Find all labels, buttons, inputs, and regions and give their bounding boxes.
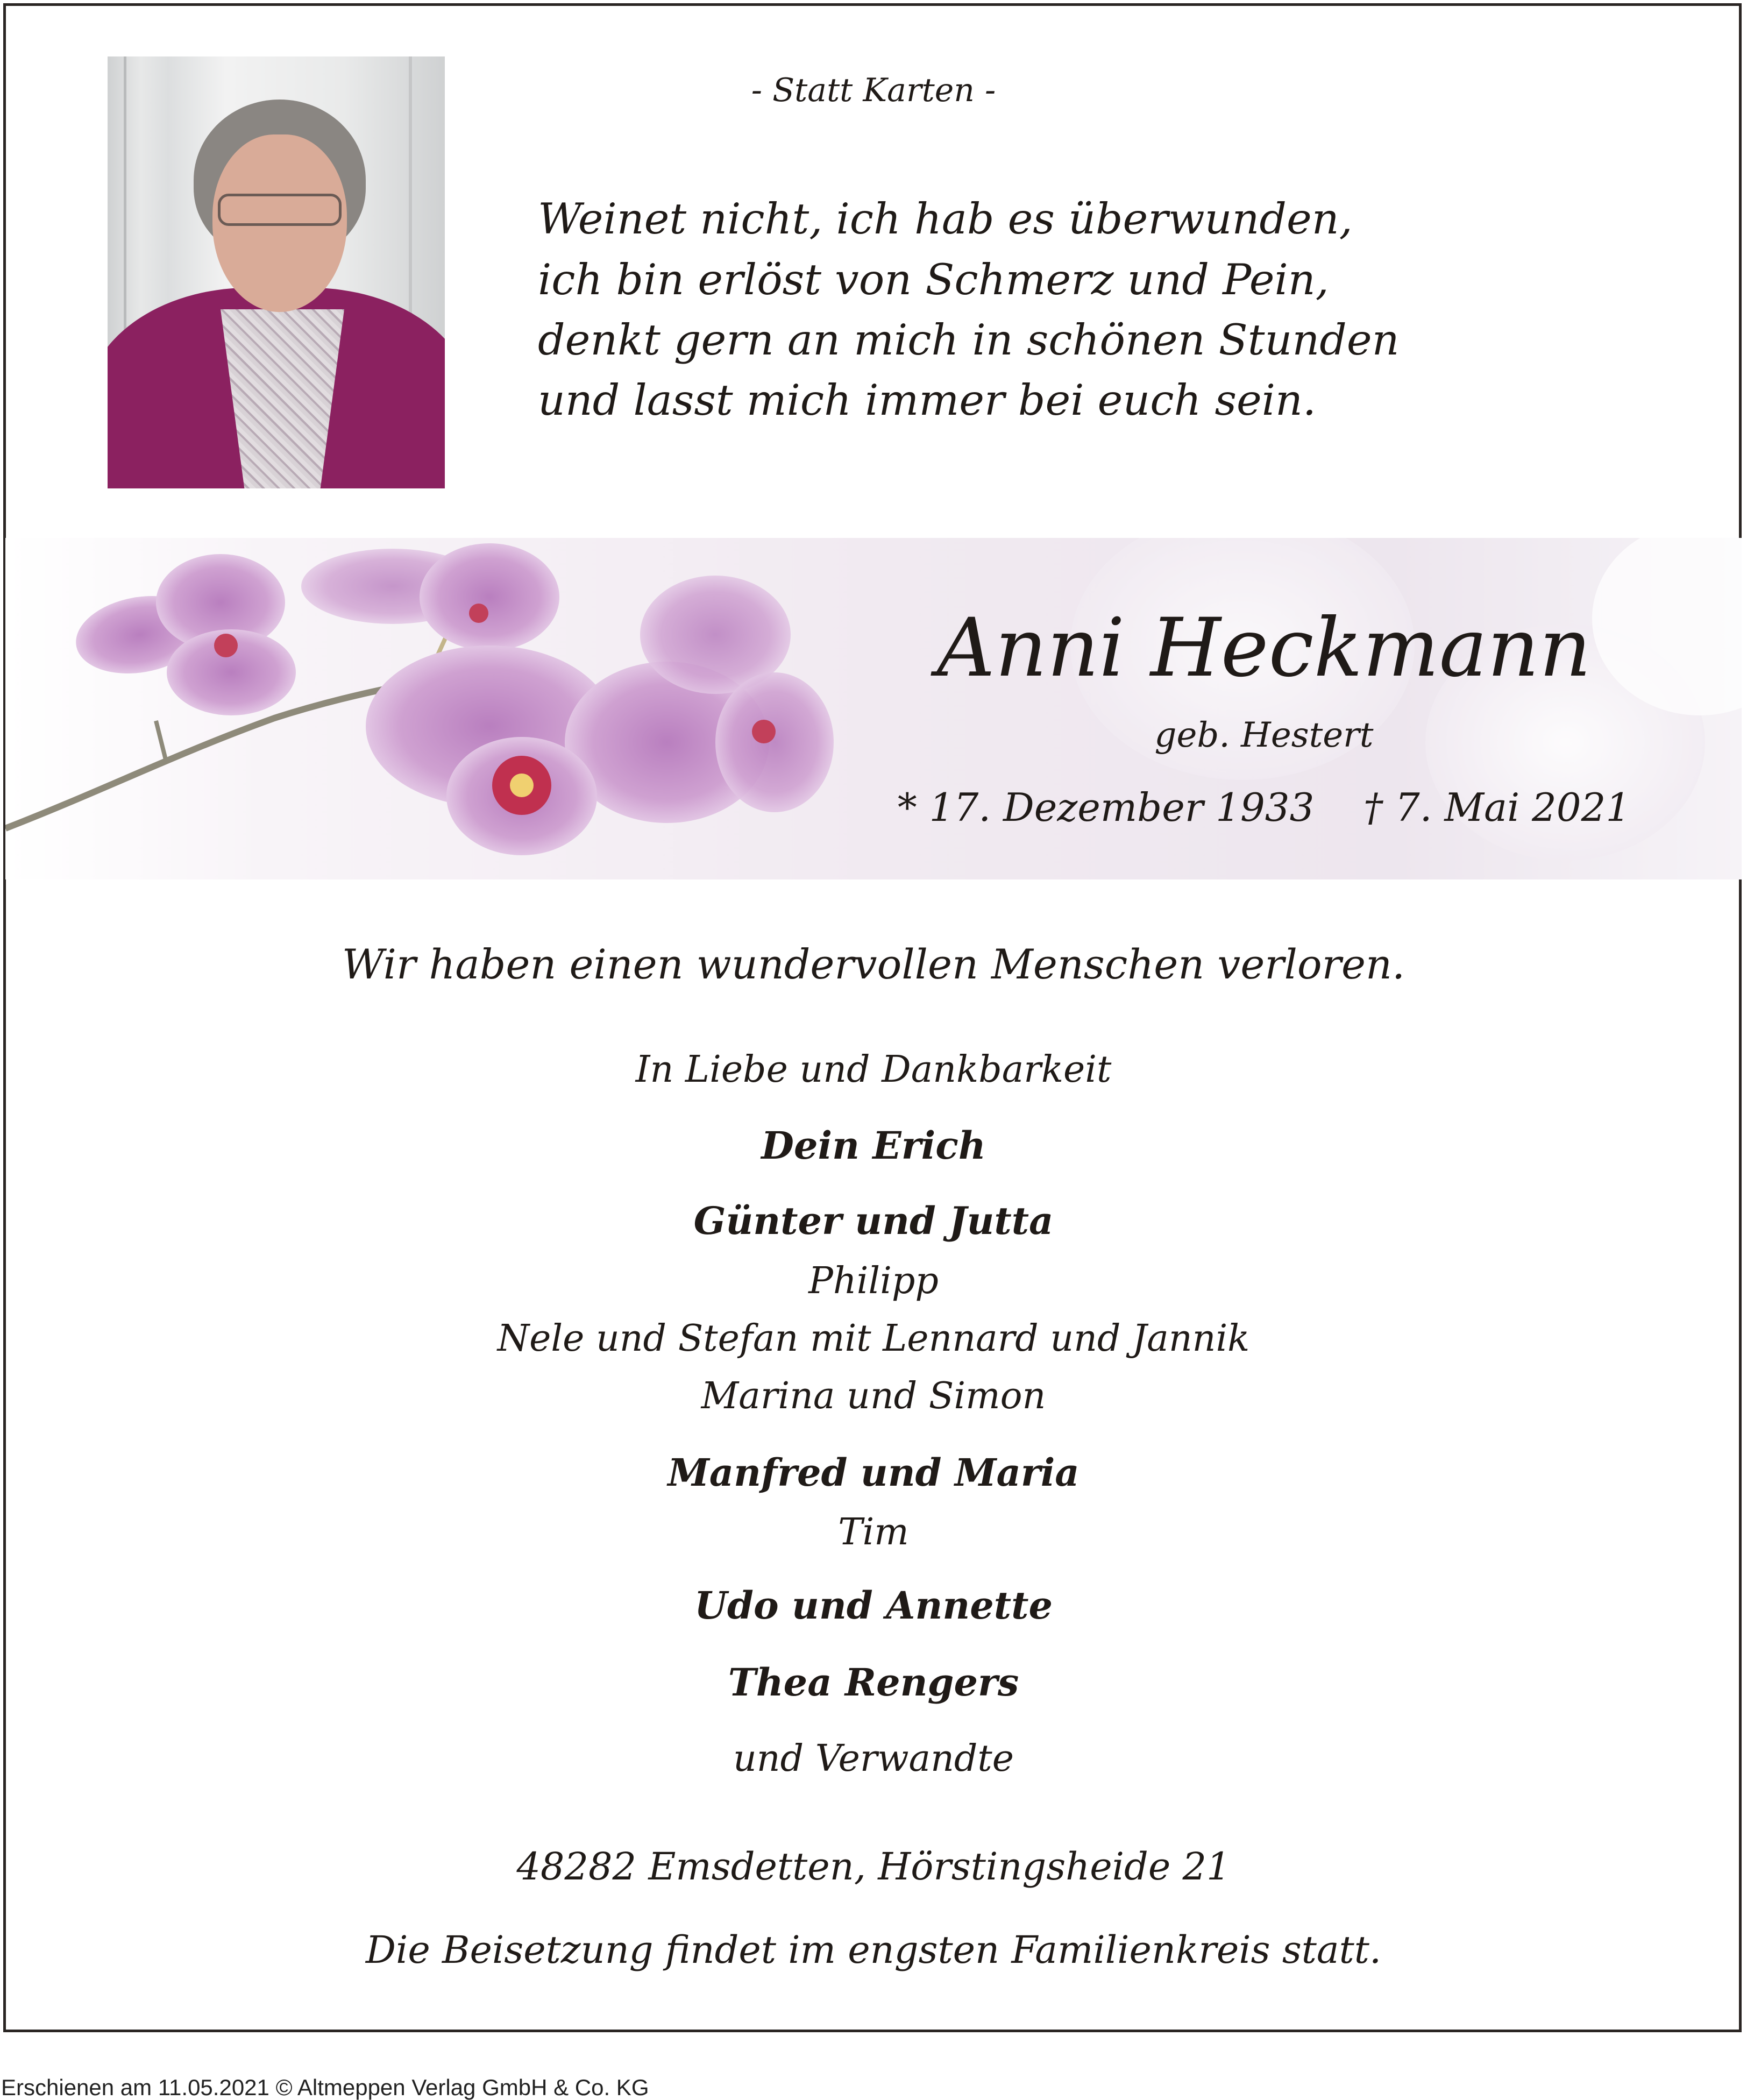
relatives: und Verwandte (733, 1737, 1014, 1780)
statement: Wir haben einen wundervollen Menschen verloren. (342, 940, 1405, 988)
mourner-2: Günter und Jutta (693, 1198, 1054, 1243)
closing-line: In Liebe und Dankbarkeit (635, 1048, 1112, 1091)
mourner-7: Tim (838, 1511, 909, 1553)
burial-note: Die Beisetzung findet im engsten Familienkreis statt. (365, 1928, 1382, 1972)
deceased-name: Anni Heckmann (936, 601, 1592, 695)
mourner-4: Nele und Stefan mit Lennard und Jannik (497, 1317, 1250, 1360)
mourner-1: Dein Erich (761, 1123, 986, 1168)
publication-footer: Erschienen am 11.05.2021 © Altmeppen Verlag GmbH & Co. KG (1, 2075, 649, 2100)
birth-name: geb. Hestert (1154, 715, 1374, 755)
poem-line-1: Weinet nicht, ich hab es überwunden, (538, 194, 1353, 244)
address: 48282 Emsdetten, Hörstingsheide 21 (516, 1844, 1231, 1889)
poem-line-2: ich bin erlöst von Schmerz und Pein, (538, 255, 1329, 304)
statt-karten-header: - Statt Karten - (751, 72, 996, 109)
poem-line-3: denkt gern an mich in schönen Stunden (538, 315, 1400, 365)
mourner-3: Philipp (808, 1260, 939, 1302)
mourner-8: Udo und Annette (694, 1583, 1053, 1628)
mourner-9: Thea Rengers (728, 1660, 1019, 1705)
mourner-5: Marina und Simon (701, 1375, 1046, 1417)
life-dates: * 17. Dezember 1933 † 7. Mai 2021 (897, 785, 1631, 830)
poem-line-4: und lasst mich immer bei euch sein. (538, 375, 1316, 425)
mourner-6: Manfred und Maria (667, 1450, 1080, 1495)
portrait-photo (108, 56, 445, 488)
